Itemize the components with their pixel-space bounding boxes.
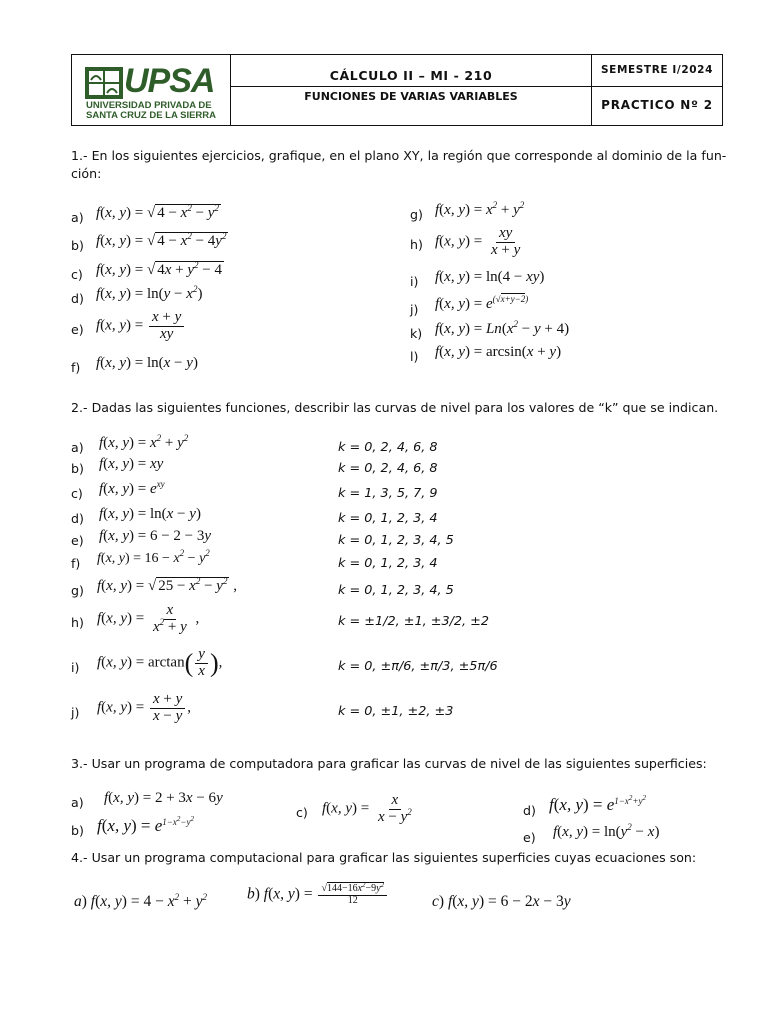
q3-formula-c: f(x, y) = $\frac{x}{x - y^2}$ [322, 792, 412, 825]
q1-label-l: l) [410, 349, 419, 364]
q2-k-c: k = 1, 3, 5, 7, 9 [338, 486, 438, 501]
q2-formula-b: f(x, y) = xy [99, 456, 164, 472]
q2-k-b: k = 0, 2, 4, 6, 8 [338, 461, 438, 476]
q1-formula-d: f(x, $y) = \ln(y - x^2)$ [96, 284, 203, 302]
q1-formula-c: f(x, y) = √ $4x + y^2 - 4$ [96, 260, 222, 278]
q4-formula-c: c) f(x, y) = 6 − 2x − 3y [432, 893, 571, 910]
q2-label-j: j) [71, 705, 80, 720]
q1-label-f: f) [71, 360, 81, 375]
q2-k-e: k = 0, 1, 2, 3, 4, 5 [338, 533, 454, 548]
q1-label-g: g) [410, 207, 423, 222]
q2-k-j: k = 0, ±1, ±2, ±3 [338, 704, 454, 719]
q2-label-e: e) [71, 533, 84, 548]
q2-formula-j: f(x, y) = $\frac{x + y}{x - y}$ , [97, 691, 192, 724]
q1-label-j: j) [410, 302, 419, 317]
q2-label-f: f) [71, 556, 81, 571]
q1-label-h: h) [410, 237, 423, 252]
q2-formula-d: f(x, y) = ln(x − y) [99, 506, 201, 522]
q1-formula-i: f(x, y) = ln(4 − xy) [435, 269, 545, 285]
q2-k-h: k = ±1/2, ±1, ±3/2, ±2 [338, 614, 490, 629]
semester-label: SEMESTRE I/2024 [601, 64, 713, 76]
q3-formula-b: f(x, $y) = e^{1-x^2-y^2}$ [97, 815, 194, 835]
q2-label-a: a) [71, 440, 84, 455]
q3-label-e: e) [523, 830, 536, 845]
q1-label-b: b) [71, 238, 84, 253]
q3-text: 3.- Usar un programa de computadora para graficar las curvas de nivel de las siguientes superficies: [71, 756, 707, 771]
q1-formula-b: f(x, y) = √ $4 - x^2 - 4y^2$ [96, 231, 227, 249]
q1-formula-k: f(x, $y) = Ln(x^2 - y + 4)$ [435, 319, 570, 337]
q1-formula-g: f(x, $y) = x^2 + y^2$ [435, 200, 525, 218]
header-title-divider [230, 86, 592, 87]
q2-formula-g: f(x, y) = √ $25 - x^2 - y^2$ , [97, 576, 237, 594]
q2-k-a: k = 0, 2, 4, 6, 8 [338, 440, 438, 455]
q2-label-g: g) [71, 583, 84, 598]
q1-text-line2: ción: [71, 166, 102, 181]
q4-text: 4.- Usar un programa computacional para graficar las siguientes superficies cuyas ecuaciones son: [71, 850, 697, 865]
q2-k-d: k = 0, 1, 2, 3, 4 [338, 511, 438, 526]
q1-formula-f: f(x, y) = ln(x − y) [96, 355, 198, 371]
q2-formula-h: f(x, y) = $\frac{x}{x^2 + y}$ , [97, 602, 200, 635]
q1-label-i: i) [410, 274, 419, 289]
q1-text-line1: 1.- En los siguientes ejercicios, grafique, en el plano XY, la región que corresponde al dominio de la fun- [71, 148, 727, 163]
q4-formula-a: a) f(x, $y) = 4 - x^2 + y^2$ [74, 892, 207, 910]
q2-formula-e: f(x, y) = 6 − 2 − 3y [99, 528, 212, 544]
q2-k-g: k = 0, 1, 2, 3, 4, 5 [338, 583, 454, 598]
q2-formula-f: f(x, $y) = 16 - x^2 - y^2$ [97, 548, 210, 566]
q1-label-c: c) [71, 267, 83, 282]
logo-text: UPSA [124, 62, 215, 100]
logo-subtitle-2: SANTA CRUZ DE LA SIERRA [86, 110, 217, 121]
q2-label-i: i) [71, 660, 80, 675]
q1-label-d: d) [71, 291, 84, 306]
q3-formula-e: f(x, $y) = \ln(y^2 - x)$ [553, 822, 660, 840]
q2-formula-c: f(x, $y) = e^{xy}$ [99, 479, 165, 497]
logo [84, 62, 224, 122]
q2-label-h: h) [71, 615, 84, 630]
q2-label-b: b) [71, 461, 84, 476]
q1-formula-e: f(x, y) = $\frac{x + y}{xy}$ [96, 310, 186, 343]
q1-label-k: k) [410, 326, 423, 341]
q3-label-b: b) [71, 823, 84, 838]
q4-formula-b: b) f(x, y) = $\frac{√144-16x^2-9y^2}{12}$ [247, 884, 389, 906]
practice-label: PRACTICO Nº 2 [601, 98, 713, 112]
course-title: CÁLCULO II – MI - 210 [329, 68, 493, 83]
logo-emblem-icon [84, 66, 124, 100]
q2-k-i: k = 0, ±π/6, ±π/3, ±5π/6 [338, 659, 498, 674]
q2-formula-i: f(x, y) = arctan( $\frac{y}{x}$ ), [97, 646, 223, 679]
q2-text: 2.- Dadas las siguientes funciones, describir las curvas de nivel para los valores de “k” que se indican. [71, 400, 719, 415]
q3-label-d: d) [523, 803, 536, 818]
q3-formula-d: f(x, $y) = e^{1-x^2+y^2}$ [549, 794, 646, 814]
logo-subtitle-1: UNIVERSIDAD PRIVADA DE [86, 100, 212, 111]
q1-formula-l: f(x, y) = arcsin(x + y) [435, 344, 562, 360]
q1-formula-j: f(x, $y) = e^{(√x+y-2)}$ [435, 294, 529, 312]
q1-label-e: e) [71, 322, 84, 337]
q1-formula-a: f(x, y) = √ $4 - x^2 - y^2$ [96, 203, 219, 221]
q1-label-a: a) [71, 210, 84, 225]
q2-label-c: c) [71, 486, 83, 501]
q1-formula-h: f(x, y) = $\frac{xy}{x + y}$ [435, 225, 521, 258]
topic-title: FUNCIONES DE VARIAS VARIABLES [304, 90, 518, 103]
q3-label-a: a) [71, 795, 84, 810]
q2-k-f: k = 0, 1, 2, 3, 4 [338, 556, 438, 571]
header-right-divider [591, 86, 723, 87]
q3-label-c: c) [296, 805, 308, 820]
q2-label-d: d) [71, 511, 84, 526]
q2-formula-a: f(x, $y) = x^2 + y^2$ [99, 433, 189, 451]
q3-formula-a: f(x, y) = 2 + 3x − 6y [104, 790, 223, 806]
